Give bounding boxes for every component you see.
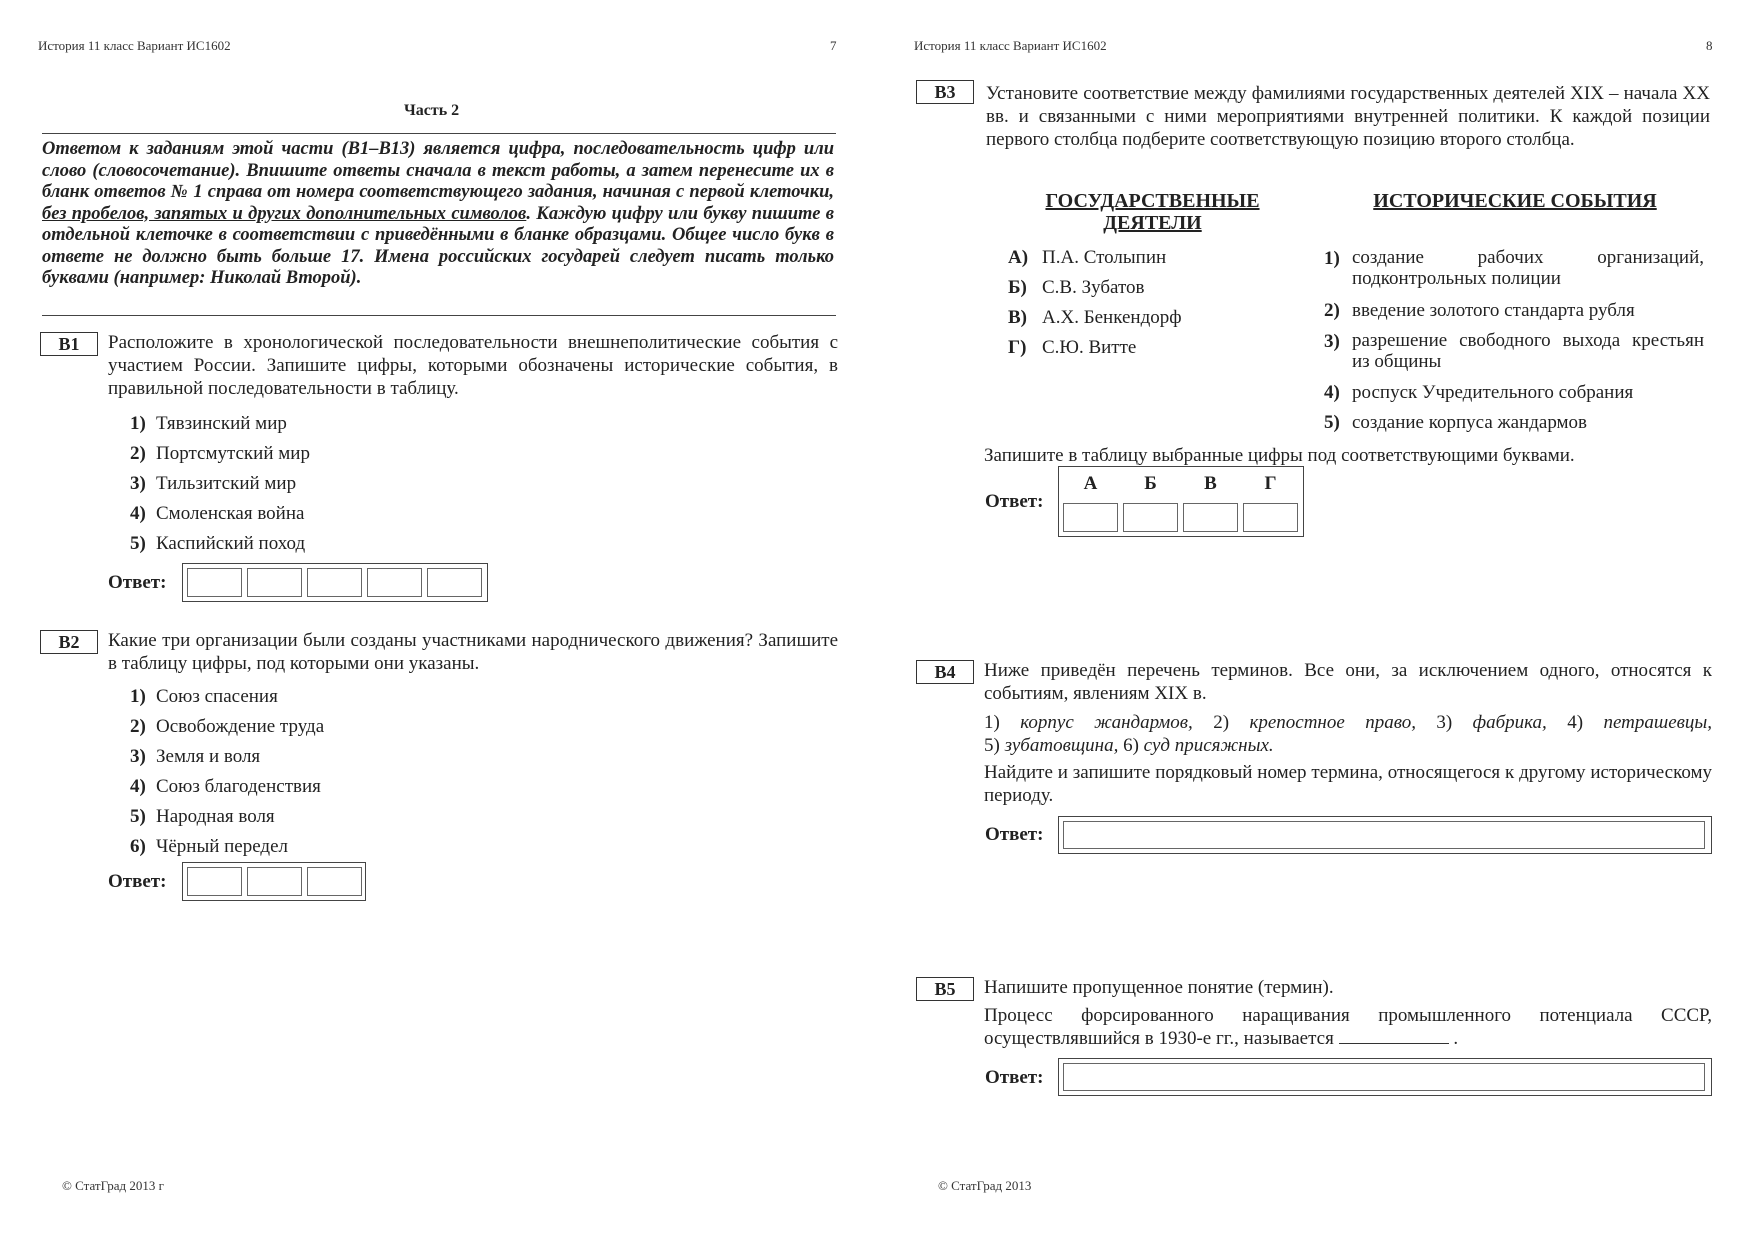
b3-answer-table [1058,466,1304,537]
instructions-block [42,139,834,290]
b2-answer-box [182,862,366,901]
task-b2-label: В2 [40,630,98,654]
task-b1-text: Расположите в хронологической последовательности внешнеполитические события с участием России. Запишите цифры, которыми обозначены исторические события, в правильной последовательности в таблицу. [108,332,838,399]
task-b3-label: В3 [916,80,974,104]
b4-terms-line1: 1) корпус жандармов, 2) крепостное право, 3) фабрика, 4) петрашевцы, [984,712,1712,733]
b3-answer-cell-g[interactable] [1243,503,1298,532]
b2-option-1: 1) Союз спасения [130,686,278,707]
b2-answer-label: Ответ: [108,871,167,892]
left-page-header: История 11 класс Вариант ИС1602 [38,38,231,53]
b4-answer-box [1058,816,1712,854]
b3-col-header-g: Г [1264,473,1277,494]
b2-answer-cell-2[interactable] [247,867,302,896]
b3-person-v: В) А.Х. Бенкендорф [1008,307,1182,328]
task-b4-label: В4 [916,660,974,684]
b3-col2-title: ИСТОРИЧЕСКИЕ СОБЫТИЯ [1373,190,1657,212]
b1-answer-cell-3[interactable] [307,568,362,597]
task-b2-text: Какие три организации были созданы участниками народнического движения? Запишите в таблицу цифры, под которыми они указаны. [108,630,838,674]
b3-table-instruction: Запишите в таблицу выбранные цифры под соответствующими буквами. [984,445,1575,466]
b3-event-1-num: 1) [1324,248,1340,269]
b1-answer-cell-1[interactable] [187,568,242,597]
right-page-footer: © СтатГрад 2013 [938,1178,1032,1193]
instructions-bottom-rule [42,315,836,316]
b2-option-6: 6) Чёрный передел [130,836,288,857]
b3-event-4-text: роспуск Учредительного собрания [1352,382,1634,403]
b3-event-5-num: 5) [1324,412,1340,433]
task-b4-text: Ниже приведён перечень терминов. Все они, за исключением одного, относятся к событиям, явлениям XIX в. [984,660,1712,704]
left-page-number: 7 [830,38,837,53]
task-b3-text: Установите соответствие между фамилиями государственных деятелей XIX – начала XX вв. и связанными с ними мероприятиями внутренней политики. К каждой позиции первого столбца подберите соответствующую позицию второго столбца. [986,83,1710,150]
instructions-top-rule [42,133,836,134]
b2-answer-cell-3[interactable] [307,867,362,896]
b5-text-line1: Процесс форсированного наращивания промышленного потенциала СССР, [984,1005,1712,1026]
b3-col-header-a: А [1083,473,1098,494]
b2-answer-cell-1[interactable] [187,867,242,896]
b3-person-g: Г) С.Ю. Витте [1008,337,1137,358]
b3-event-3-num: 3) [1324,331,1340,352]
b3-event-2-num: 2) [1324,300,1340,321]
b5-answer-label: Ответ: [985,1067,1044,1088]
b1-answer-box [182,563,488,602]
b3-event-1-text: создание рабочих организаций, подконтрольных полиции [1352,247,1704,289]
task-b1-label: В1 [40,332,98,356]
instructions-part1: Ответом к заданиям этой части (В1–В13) является цифра, последовательность цифр или слово (словосочетание). Впишите ответы сначала в текст работы, а затем перенесите их в бланк ответов № 1 справа от номера соответствующего задания, начиная с первой клеточки, [42,139,834,202]
b3-answer-cell-v[interactable] [1183,503,1238,532]
b5-blank [1339,1027,1449,1044]
part-title: Часть 2 [404,102,460,119]
task-b5-label: В5 [916,977,974,1001]
b1-option-1: 1) Тявзинский мир [130,413,287,434]
b2-option-4: 4) Союз благоденствия [130,776,321,797]
b4-task-text: Найдите и запишите порядковый номер термина, относящегося к другому историческому периоду. [984,762,1712,806]
b1-option-2: 2) Портсмутский мир [130,443,310,464]
b1-answer-label: Ответ: [108,572,167,593]
right-page-header: История 11 класс Вариант ИС1602 [914,38,1107,53]
b5-answer-box [1058,1058,1712,1096]
b3-person-b: Б) С.В. Зубатов [1008,277,1145,298]
right-page-number: 8 [1706,38,1713,53]
b2-option-2: 2) Освобождение труда [130,716,325,737]
b4-terms-line2: 5) зубатовщина, 6) суд присяжных. [984,735,1274,756]
instructions-part2: . Каждую цифру или букву пишите в отдельной клеточке в соответствии с приведёнными в бланке образцами. Общее число букв в ответе не должно быть больше 17. Имена российских государей следует писать только буквами (например: Николай Второй). [42,203,834,288]
b2-option-3: 3) Земля и воля [130,746,261,767]
b3-col-header-v: В [1204,473,1217,494]
b5-text-line2: осуществлявшийся в 1930-е гг., называется . [984,1028,1459,1049]
left-page-footer: © СтатГрад 2013 г [62,1178,164,1193]
b3-answer-label: Ответ: [985,491,1044,512]
b2-option-5: 5) Народная воля [130,806,275,827]
b3-event-3-text: разрешение свободного выхода крестьян из общины [1352,330,1704,372]
b3-event-5-text: создание корпуса жандармов [1352,412,1588,433]
b3-answer-cell-b[interactable] [1123,503,1178,532]
b3-col-header-b: Б [1144,473,1157,494]
b4-answer-field[interactable] [1063,821,1705,849]
b3-event-2-text: введение золотого стандарта рубля [1352,300,1635,321]
b3-person-a: А) П.А. Столыпин [1008,247,1167,268]
b1-answer-cell-4[interactable] [367,568,422,597]
b1-option-3: 3) Тильзитский мир [130,473,297,494]
b5-answer-field[interactable] [1063,1063,1705,1091]
b3-event-4-num: 4) [1324,382,1340,403]
b5-intro: Напишите пропущенное понятие (термин). [984,977,1334,998]
b4-answer-label: Ответ: [985,824,1044,845]
b1-answer-cell-5[interactable] [427,568,482,597]
b1-answer-cell-2[interactable] [247,568,302,597]
b1-option-5: 5) Каспийский поход [130,533,306,554]
instructions-underlined: без пробелов, запятых и других дополнительных символов [42,203,527,224]
b1-option-4: 4) Смоленская война [130,503,305,524]
b3-col1-title: ГОСУДАРСТВЕННЫЕ ДЕЯТЕЛИ [1045,190,1260,234]
b3-answer-cell-a[interactable] [1063,503,1118,532]
